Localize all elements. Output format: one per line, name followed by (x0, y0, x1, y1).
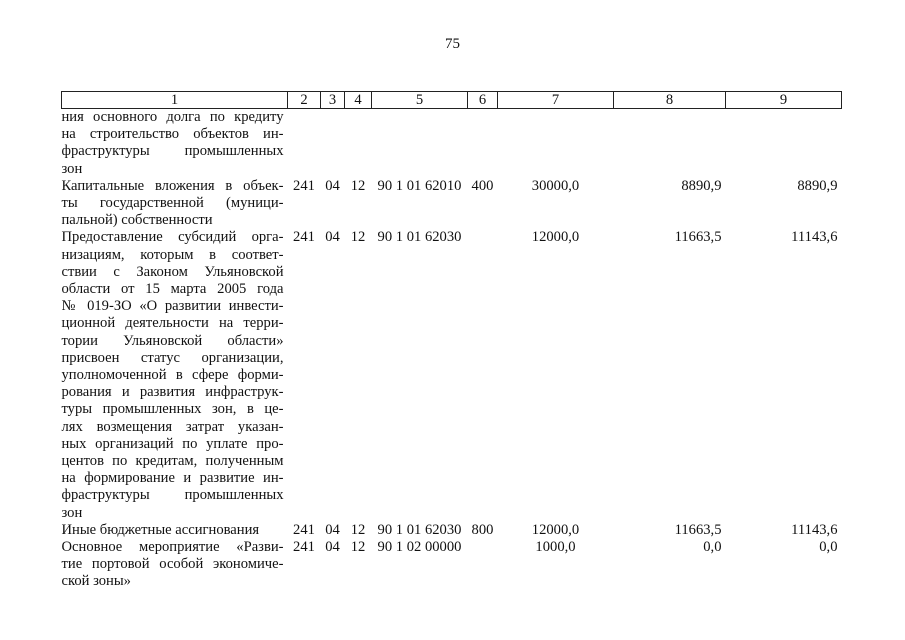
budget-table (61, 91, 842, 591)
item-name-line: тие портовой особой экономиче- (61, 556, 284, 573)
item-name-line: ния основного долга по кредиту (61, 109, 284, 125)
column-header-4: 4 (345, 92, 372, 109)
column-header-9: 9 (726, 92, 842, 109)
item-name-line: зон (61, 160, 83, 177)
item-name-line: ных организаций по уплате про- (61, 435, 284, 452)
target-article-code: 90 1 02 00000 (377, 539, 462, 556)
approved-amount: 11663,5 (674, 521, 722, 538)
planned-amount: 12000,0 (531, 521, 580, 538)
subsection-code (345, 109, 372, 178)
item-name-line: лях возмещения затрат указан- (61, 418, 284, 435)
section-code: 04 (325, 177, 340, 194)
planned-amount: 1000,0 (535, 539, 576, 556)
subsection-code: 12 (350, 177, 366, 194)
item-name (62, 109, 288, 178)
item-name-line: на строительство объектов ин- (61, 126, 284, 143)
item-name-line: Иные бюджетные ассигнования (61, 521, 260, 538)
item-name (62, 522, 288, 539)
item-name-line: низациям, которым в соответ- (61, 246, 284, 263)
executed-amount: 11143,6 (791, 521, 838, 538)
header-row (62, 92, 842, 109)
item-name-line: пальной) собственности (61, 212, 213, 229)
item-name-line: фраструктуры промышленных (61, 143, 284, 160)
table-body (62, 109, 842, 591)
expense-type-code: 400 (471, 177, 494, 194)
ministry-code: 241 (293, 177, 315, 194)
item-name-line: Предоставление субсидий орга- (61, 229, 284, 246)
item-name-line: присвоен статус организации, (61, 349, 284, 366)
target-article-code: 90 1 01 62010 (377, 177, 462, 194)
item-name-line: туры промышленных зон, в це- (61, 401, 284, 418)
expense-type-code (468, 229, 498, 521)
column-header-6: 6 (468, 92, 498, 109)
expense-type-code (468, 539, 498, 591)
expense-type-code: 800 (471, 521, 494, 538)
approved-amount: 8890,9 (681, 177, 722, 194)
item-name-line: ской зоны» (61, 573, 131, 590)
planned-amount: 12000,0 (531, 229, 580, 246)
item-name-line: рования и развития инфраструк- (61, 384, 284, 401)
approved-amount: 11663,5 (674, 229, 722, 246)
approved-amount (614, 109, 726, 178)
item-name-line: ционной деятельности на терри- (61, 315, 284, 332)
item-name-line: зон (61, 504, 83, 521)
subsection-code: 12 (350, 521, 366, 538)
column-header-1: 1 (62, 92, 288, 109)
table-row (62, 178, 842, 230)
column-header-2: 2 (288, 92, 321, 109)
item-name-line: Основное мероприятие «Разви- (61, 539, 284, 556)
subsection-code: 12 (350, 229, 366, 246)
ministry-code: 241 (293, 539, 315, 556)
item-name (62, 539, 288, 591)
table-row (62, 539, 842, 591)
subsection-code: 12 (350, 539, 366, 556)
ministry-code (288, 109, 321, 178)
item-name-line: ствии с Законом Ульяновской (61, 263, 284, 280)
item-name-line: Капитальные вложения в объек- (61, 177, 284, 194)
item-name-line: уполномоченной в сфере форми- (61, 367, 284, 384)
column-header-8: 8 (614, 92, 726, 109)
column-header-3: 3 (321, 92, 345, 109)
item-name-line: ты государственной (муници- (61, 195, 284, 212)
item-name-line: тории Ульяновской области» (61, 332, 284, 349)
section-code (321, 109, 345, 178)
executed-amount: 8890,9 (797, 177, 838, 194)
target-article-code: 90 1 01 62030 (377, 229, 462, 246)
item-name (62, 229, 288, 521)
item-name-line: фраструктуры промышленных (61, 487, 284, 504)
executed-amount (726, 109, 842, 178)
approved-amount: 0,0 (703, 539, 722, 556)
item-name-line: № 019-ЗО «О развитии инвести- (61, 298, 284, 315)
item-name-line: на формирование и развитие ин- (61, 470, 284, 487)
section-code: 04 (325, 539, 340, 556)
page-number: 75 (445, 36, 460, 52)
table-row (62, 522, 842, 539)
executed-amount: 0,0 (819, 539, 838, 556)
planned-amount: 30000,0 (531, 177, 580, 194)
executed-amount: 11143,6 (791, 229, 838, 246)
table-row (62, 109, 842, 178)
expense-type-code (468, 109, 498, 178)
target-article-code: 90 1 01 62030 (377, 521, 462, 538)
column-header-5: 5 (372, 92, 468, 109)
column-header-7: 7 (498, 92, 614, 109)
section-code: 04 (325, 229, 340, 246)
item-name (62, 178, 288, 230)
item-name-line: области от 15 марта 2005 года (61, 281, 284, 298)
planned-amount (498, 109, 614, 178)
section-code: 04 (325, 521, 340, 538)
target-article-code (372, 109, 468, 178)
ministry-code: 241 (293, 229, 315, 246)
item-name-line: центов по кредитам, полученным (61, 453, 284, 470)
table-row (62, 229, 842, 521)
ministry-code: 241 (293, 521, 315, 538)
